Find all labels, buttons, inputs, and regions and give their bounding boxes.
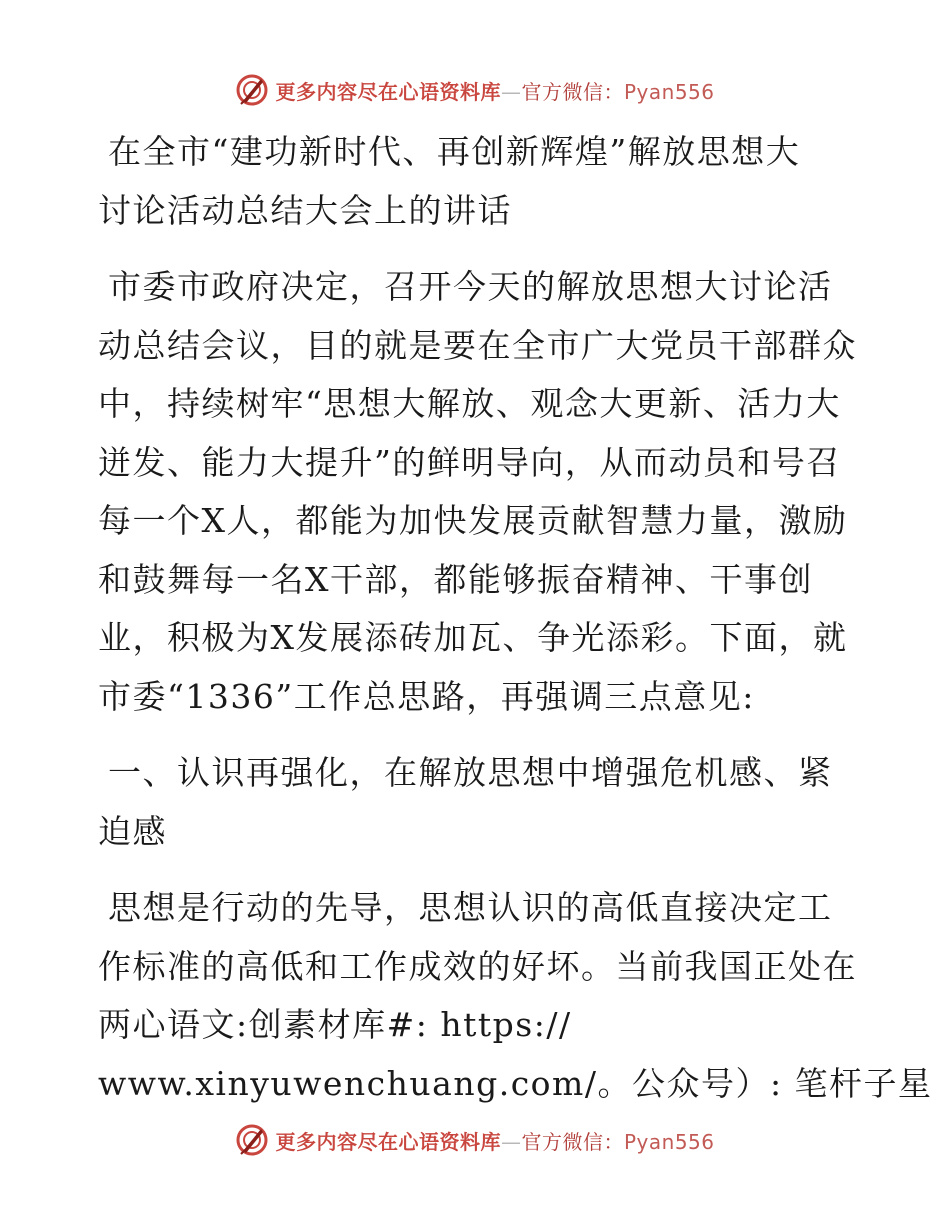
quill-logo-icon — [235, 1123, 269, 1157]
paragraph-line: 思想是行动的先导，思想认识的高低直接决定工 — [108, 888, 833, 927]
section-heading-line: 一、认识再强化，在解放思想中增强危机感、紧 — [108, 753, 833, 792]
paragraph-line: www.xinyuwenchuang.com/。公众号）: 笔杆子星 — [98, 1063, 933, 1103]
paragraph-line: 市委市政府决定，召开今天的解放思想大讨论活 — [108, 267, 833, 306]
paragraph-line: 动总结会议，目的就是要在全市广大党员干部群众 — [98, 325, 857, 365]
banner-text — [275, 1126, 714, 1155]
banner-wechat-id: Pyan556 — [623, 1129, 715, 1154]
paragraph-line: 和鼓舞每一名X干部，都能够振奋精神、干事创 — [98, 559, 813, 599]
paragraph-line: 中，持续树牢“思想大解放、观念大更新、活力大 — [98, 384, 841, 423]
banner-part1: 更多内容尽在心语资料库 — [275, 79, 501, 104]
quill-logo-icon — [235, 73, 269, 107]
banner-wechat-id: Pyan556 — [623, 79, 715, 104]
banner-part1: 更多内容尽在心语资料库 — [275, 1129, 501, 1154]
title-line: 在全市“建功新时代、再创新辉煌”解放思想大 — [108, 132, 801, 171]
document-body — [98, 123, 933, 1113]
title-line: 讨论活动总结大会上的讲话 — [98, 190, 512, 230]
banner-part2: 官方微信： — [521, 1129, 624, 1154]
banner-text — [275, 76, 714, 105]
paragraph-line: 市委“1336”工作总思路，再强调三点意见: — [98, 676, 755, 716]
header-banner — [0, 70, 950, 110]
banner-dash: — — [500, 1129, 522, 1154]
section-heading-line: 迫感 — [98, 811, 167, 851]
paragraph-line: 迸发、能力大提升”的鲜明导向，从而动员和号召 — [98, 442, 841, 482]
paragraph-line: 业，积极为X发展添砖加瓦、争光添彩。下面，就 — [98, 618, 848, 657]
paragraph-line: 作标准的高低和工作成效的好坏。当前我国正处在 — [98, 946, 857, 986]
banner-part2: 官方微信： — [521, 79, 624, 104]
banner-dash: — — [500, 79, 522, 104]
footer-banner — [0, 1120, 950, 1160]
paragraph-line: 两心语文:创素材库#: https:// — [98, 1005, 572, 1044]
paragraph-line: 每一个X人，都能为加快发展贡献智慧力量，激励 — [98, 501, 848, 540]
